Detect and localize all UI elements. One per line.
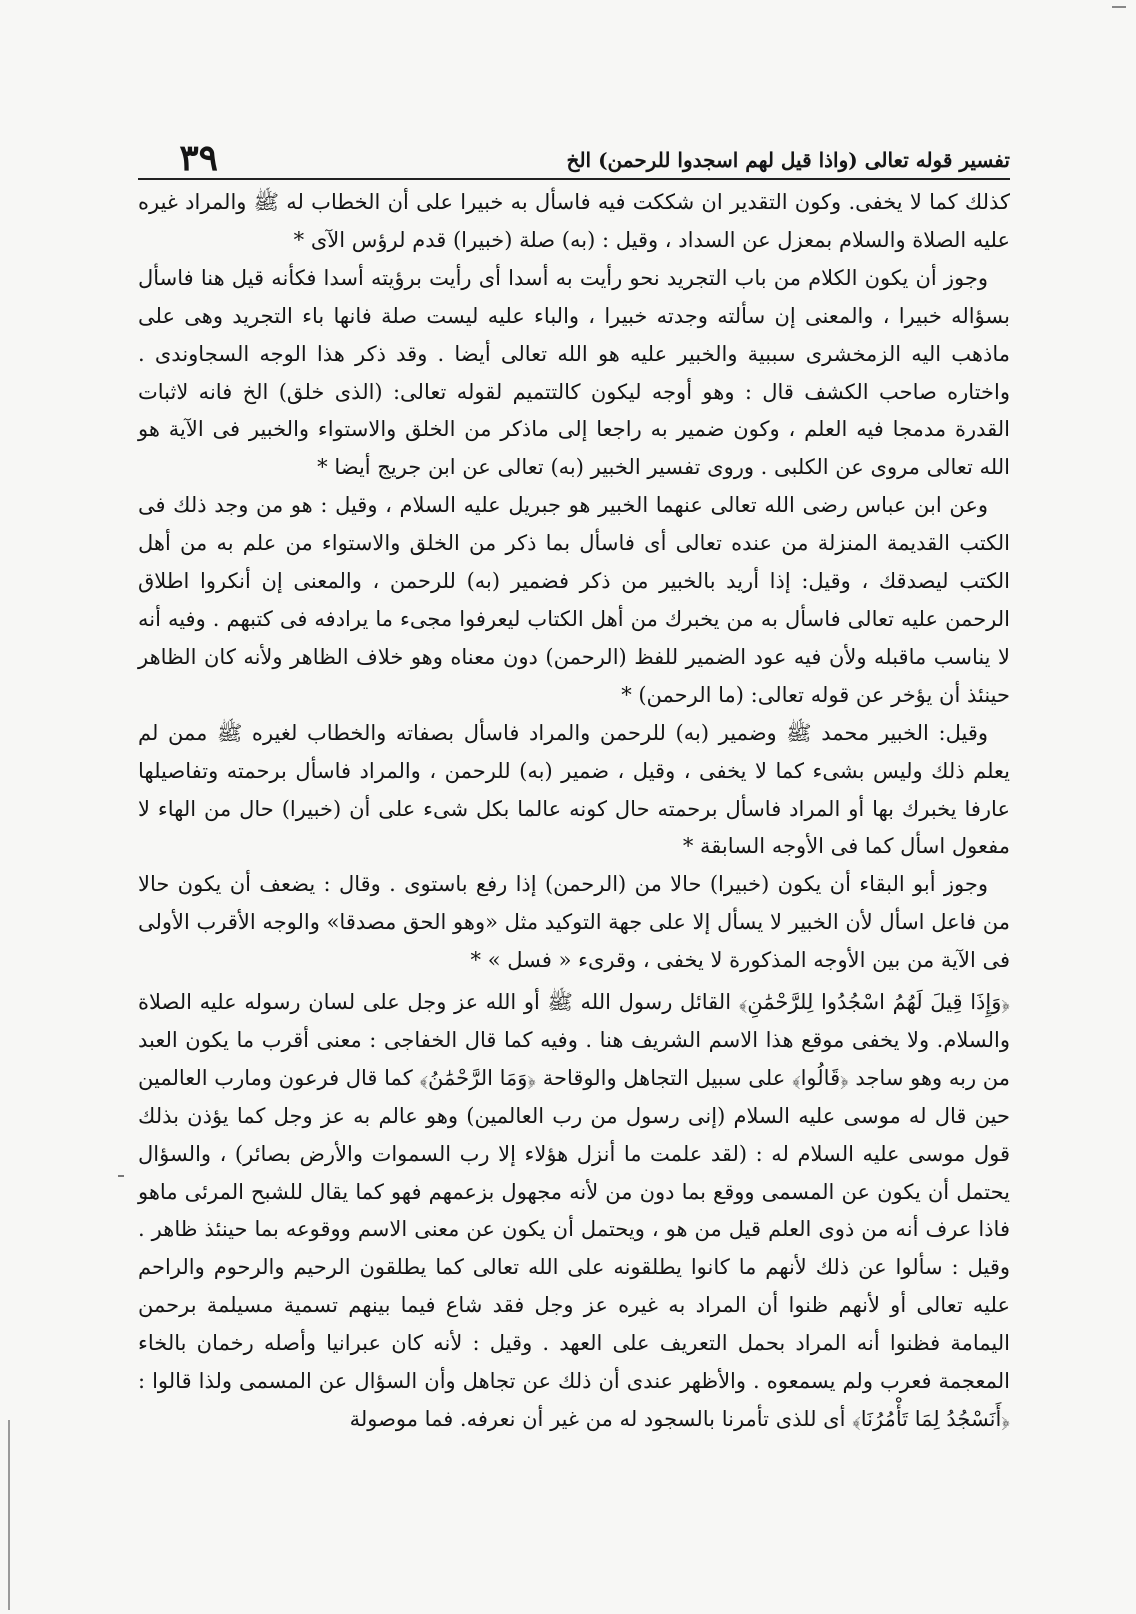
margin-mark bbox=[118, 1175, 124, 1177]
page-header bbox=[138, 116, 1010, 180]
page-number: ٣٩ bbox=[179, 137, 218, 179]
paragraph-continuation: كذلك كما لا يخفى. وكون التقدير ان شككت فيه فاسأل به خبيرا على أن الخطاب له ﷺ والمراد غيره عليه الصلاة والسلام بمعزل عن السداد ، وقيل : (به) صلة (خبيرا) قدم لرؤس الآى * bbox=[138, 190, 1010, 252]
paragraph-khabir-muhammad: وقيل: الخبير محمد ﷺ وضمير (به) للرحمن والمراد فاسأل بصفاته والخطاب لغيره ﷺ ممن لم يعلم ذلك وليس بشىء كما لا يخفى ، وقيل ، ضمير (به) للرحمن ، والمراد فاسأل برحمته وتفاصيلها عارفا يخبرك بها أو المراد فاسأل برحمته حال كونه عالما بكل شىء على أن (خبيرا) حال من الهاء لا مفعول اسأل كما فى الأوجه السابقة * bbox=[138, 720, 1010, 859]
page-body bbox=[138, 184, 1010, 1439]
scan-edge-tick bbox=[1112, 6, 1126, 8]
paragraph-verse-commentary: ﴿وَإِذَا قِيلَ لَهُمُ اسْجُدُوا لِلرَّحْمَٰنِ﴾ القائل رسول الله ﷺ أو الله عز وجل على لسان رسوله عليه الصلاة والسلام. ولا يخفى موقع هذا الاسم الشريف هنا . وفيه كما قال الخفاجى : معنى أقرب ما يكون العبد من ربه وهو ساجد ﴿قَالُوا﴾ على سبيل التجاهل والوقاحة ﴿وَمَا الرَّحْمَٰنُ﴾ كما قال فرعون ومارب العالمين حين قال له موسى عليه السلام (إنى رسول من رب العالمين) وهو عالم به عز وجل كما يؤذن بذلك قول موسى عليه السلام له : (لقد علمت ما أنزل هؤلاء إلا رب السموات والأرض بصائر) ، والسؤال يحتمل أن يكون عن المسمى ووقع بما دون من لأنه مجهول بزعمهم فهو كما يقال للشبح المرئى ماهو فاذا عرف أنه من ذوى العلم قيل من هو ، ويحتمل أن يكون عن معنى الاسم ووقوعه بما حينئذ ظاهر . وقيل : سألوا عن ذلك لأنهم ما كانوا يطلقونه على الله تعالى كما يطلقون الرحيم والرحوم والراحم عليه تعالى أو لأنهم ظنوا أن المراد به غيره عز وجل فقد شاع فيما بينهم تسمية مسيلمة برحمن اليمامة فظنوا أنه المراد بحمل التعريف على العهد . وقيل : لأنه كان عبرانيا وأصله رخمان بالخاء المعجمة فعرب ولم يسمعوه . والأظهر عندى أن ذلك عن تجاهل وأن السؤال عن المسمى ولذا قالوا : ﴿أَنَسْجُدُ لِمَا تَأْمُرُنَا﴾ أى للذى تأمرنا بالسجود له من غير أن نعرفه. فما موصولة bbox=[138, 990, 1010, 1431]
paragraph-abu-al-baqa: وجوز أبو البقاء أن يكون (خبيرا) حالا من (الرحمن) إذا رفع باستوى . وقال : يضعف أن يكون حالا من فاعل اسأل لأن الخبير لا يسأل إلا على جهة التوكيد مثل «وهو الحق مصدقا» والوجه الأقرب الأولى فى الآية من بين الأوجه المذكورة لا يخفى ، وقرىء « فسل » * bbox=[138, 872, 1010, 973]
scan-edge-line bbox=[8, 1420, 10, 1610]
paragraph-ibn-abbas: وعن ابن عباس رضى الله تعالى عنهما الخبير هو جبريل عليه السلام ، وقيل : هو من وجد ذلك فى الكتب القديمة المنزلة من عنده تعالى أى فاسأل بما ذكر من الخلق والاستواء من علم به من أهل الكتب ليصدقك ، وقيل: إذا أريد بالخبير من ذكر فضمير (به) للرحمن ، والمعنى إن أنكروا اطلاق الرحمن عليه تعالى فاسأل به من يخبرك من أهل الكتاب ليعرفوا مجىء ما يرادفه فى كتبهم . وفيه أنه لا يناسب ماقبله ولأن فيه عود الضمير للفظ (الرحمن) دون معناه وهو خلاف الظاهر ولأنه كان الظاهر حينئذ أن يؤخر عن قوله تعالى: (ما الرحمن) * bbox=[138, 493, 1010, 707]
paragraph-tajrid: وجوز أن يكون الكلام من باب التجريد نحو رأيت به أسدا أى رأيت برؤيته أسدا فكأنه قيل هنا فاسأل بسؤاله خبيرا ، والمعنى إن سألته وجدته خبيرا ، والباء عليه ليست صلة فانها باء التجريد وهى على ماذهب اليه الزمخشرى سببية والخبير عليه هو الله تعالى أيضا . وقد ذكر هذا الوجه السجاوندى . واختاره صاحب الكشف قال : وهو أوجه ليكون كالتتميم لقوله تعالى: (الذى خلق) الخ فانه لاثبات القدرة مدمجا فيه العلم ، وكون ضمير به راجعا إلى ماذكر من الخلق والاستواء والخبير فى الآية هو الله تعالى مروى عن الكلبى . وروى تفسير الخبير (به) تعالى عن ابن جريج أيضا * bbox=[138, 265, 1010, 480]
book-page bbox=[138, 116, 1010, 1439]
running-title: تفسير قوله تعالى (واذا قيل لهم اسجدوا للرحمن) الخ bbox=[566, 148, 1010, 172]
